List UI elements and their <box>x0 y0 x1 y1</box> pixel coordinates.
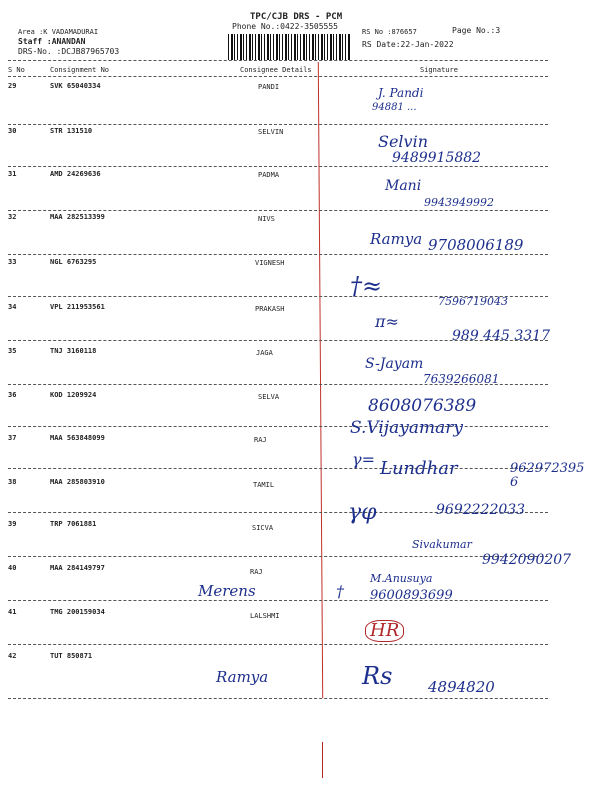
header-bottom-line <box>8 76 548 77</box>
row-separator <box>8 698 548 699</box>
sno: 39 <box>8 520 17 528</box>
phone-handwritten: 4894820 <box>428 678 495 696</box>
phone-number: Phone No.:0422-3505555 <box>232 22 338 31</box>
sno: 36 <box>8 391 17 399</box>
sno: 40 <box>8 564 17 572</box>
col-sno: S No <box>8 66 25 74</box>
consignee-name: TAMIL <box>253 481 275 489</box>
consignment-no: TMG 200159034 <box>50 608 105 616</box>
consignee-name: JAGA <box>256 349 273 357</box>
consignee-name: VIGNESH <box>255 259 285 267</box>
signature: S.Vijayamary <box>350 418 463 438</box>
row-separator <box>8 124 548 125</box>
col-signature: Signature <box>420 66 458 74</box>
signature: J. Pandi <box>378 86 424 100</box>
row-separator <box>8 166 548 167</box>
sno: 41 <box>8 608 17 616</box>
consignee-name: SELVA <box>258 393 280 401</box>
phone-handwritten: 9600893699 <box>370 588 453 603</box>
phone-handwritten: 9708006189 <box>428 236 524 254</box>
sno: 38 <box>8 478 17 486</box>
phone-handwritten: 9629723956 <box>510 461 585 490</box>
consignee-name: SICVA <box>252 524 274 532</box>
signature-scribble: γ= <box>352 450 375 469</box>
sno: 42 <box>8 652 17 660</box>
signature-divider-line <box>318 62 323 698</box>
drs-number: DRS-No. :DCJB87965703 <box>18 47 120 56</box>
staff-label: Staff :ANANDAN <box>18 37 86 46</box>
sno: 35 <box>8 347 17 355</box>
consignment-no: AMD 24269636 <box>50 170 101 178</box>
consignment-no: MAA 285803910 <box>50 478 105 486</box>
row-separator <box>8 556 548 557</box>
phone-handwritten: 9489915882 <box>392 150 482 166</box>
sno: 32 <box>8 213 17 221</box>
signature-scribble: π≈ <box>375 312 399 331</box>
row-separator <box>8 296 548 297</box>
phone-handwritten: 94881 ... <box>372 102 417 113</box>
signature: Mani <box>385 178 422 194</box>
consignment-no: MAA 282513399 <box>50 213 105 221</box>
sno: 37 <box>8 434 17 442</box>
signature: Selvin <box>378 132 429 151</box>
phone-handwritten: 9942090207 <box>482 552 572 568</box>
signature-scribble: γφ <box>348 500 377 525</box>
col-consignment: Consignment No <box>50 66 110 74</box>
phone-handwritten: 8608076389 <box>368 396 477 416</box>
consignee-name: PADMA <box>258 171 280 179</box>
consignment-no: KOD 1209924 <box>50 391 97 399</box>
left-signature: Merens <box>198 582 256 600</box>
sno: 30 <box>8 127 17 135</box>
consignee-name: RAJ <box>254 436 267 444</box>
page-number: Page No.:3 <box>452 26 501 35</box>
phone-handwritten: 989 445 3317 <box>452 328 550 344</box>
header-top-line <box>8 60 548 61</box>
consignment-no: TUT 850871 <box>50 652 93 660</box>
rs-date: RS Date:22-Jan-2022 <box>362 40 454 49</box>
signature: Sivakumar <box>412 538 472 551</box>
consignment-no: TNJ 3160118 <box>50 347 97 355</box>
sno: 29 <box>8 82 17 90</box>
signature: Ramya <box>370 230 423 248</box>
pen-stroke-mark <box>322 742 323 778</box>
row-separator <box>8 600 548 601</box>
signature: S-Jayam <box>365 356 424 372</box>
hr-stamp: HR <box>365 620 404 642</box>
tick-mark: † <box>336 582 344 601</box>
row-separator <box>8 210 548 211</box>
row-separator <box>8 384 548 385</box>
report-title: TPC/CJB DRS - PCM <box>250 12 343 22</box>
phone-handwritten: 7596719043 <box>438 295 508 308</box>
barcode-icon <box>228 34 350 60</box>
phone-handwritten: 7639266081 <box>423 372 500 386</box>
area-label: Area :K VADAMADURAI <box>18 28 99 36</box>
consignee-name: PRAKASH <box>255 305 285 313</box>
sno: 34 <box>8 303 17 311</box>
row-separator <box>8 644 548 645</box>
row-separator <box>8 254 548 255</box>
sno: 33 <box>8 258 17 266</box>
phone-handwritten: 9692222033 <box>436 502 526 518</box>
left-signature: Ramya <box>216 668 269 686</box>
consignee-name: LALSHMI <box>250 612 280 620</box>
consignee-name: NIVS <box>258 215 275 223</box>
sno: 31 <box>8 170 17 178</box>
row-separator <box>8 426 548 427</box>
consignment-no: NGL 6763295 <box>50 258 97 266</box>
consignment-no: MAA 284149797 <box>50 564 105 572</box>
signature-scribble: Lundhar <box>380 458 458 479</box>
consignee-name: SELVIN <box>258 128 284 136</box>
rs-number: RS No :876657 <box>362 28 417 36</box>
consignee-name: PANDI <box>258 83 280 91</box>
consignment-no: SVK 65040334 <box>50 82 101 90</box>
consignment-no: TRP 7061881 <box>50 520 97 528</box>
consignment-no: VPL 211953561 <box>50 303 105 311</box>
consignment-no: MAA 563848099 <box>50 434 105 442</box>
row-separator <box>8 468 548 469</box>
consignee-name: RAJ <box>250 568 263 576</box>
phone-handwritten: 9943949992 <box>424 196 494 209</box>
signature-scribble: †≈ <box>350 272 383 300</box>
consignment-no: STR 131510 <box>50 127 93 135</box>
signature: M.Anusuya <box>370 572 433 585</box>
col-details: Consignee Details <box>240 66 312 74</box>
signature: Rs <box>362 662 393 690</box>
row-separator <box>8 340 548 341</box>
